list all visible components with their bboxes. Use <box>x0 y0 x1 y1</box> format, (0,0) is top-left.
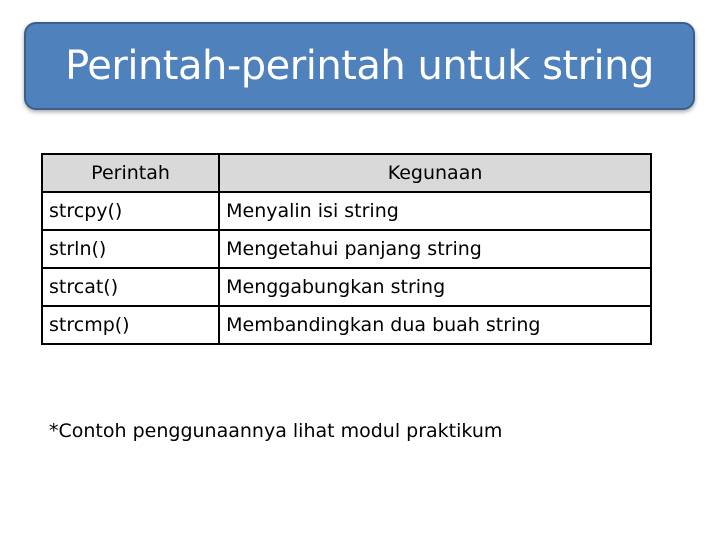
table-row <box>42 268 651 306</box>
slide-title: Perintah-perintah untuk string <box>65 43 654 89</box>
header-kegunaan: Kegunaan <box>219 154 651 192</box>
table-row <box>42 306 651 344</box>
command-cell: strcpy() <box>42 192 219 230</box>
command-table <box>41 153 652 345</box>
title-box <box>24 22 695 110</box>
command-cell: strcmp() <box>42 306 219 344</box>
usage-cell: Mengetahui panjang string <box>219 230 651 268</box>
usage-cell: Menyalin isi string <box>219 192 651 230</box>
table-header-row <box>42 154 651 192</box>
table-row <box>42 192 651 230</box>
usage-cell: Menggabungkan string <box>219 268 651 306</box>
table-row <box>42 230 651 268</box>
footnote: *Contoh penggunaannya lihat modul praktikum <box>49 420 503 442</box>
command-cell: strcat() <box>42 268 219 306</box>
header-perintah: Perintah <box>42 154 219 192</box>
command-cell: strln() <box>42 230 219 268</box>
usage-cell: Membandingkan dua buah string <box>219 306 651 344</box>
